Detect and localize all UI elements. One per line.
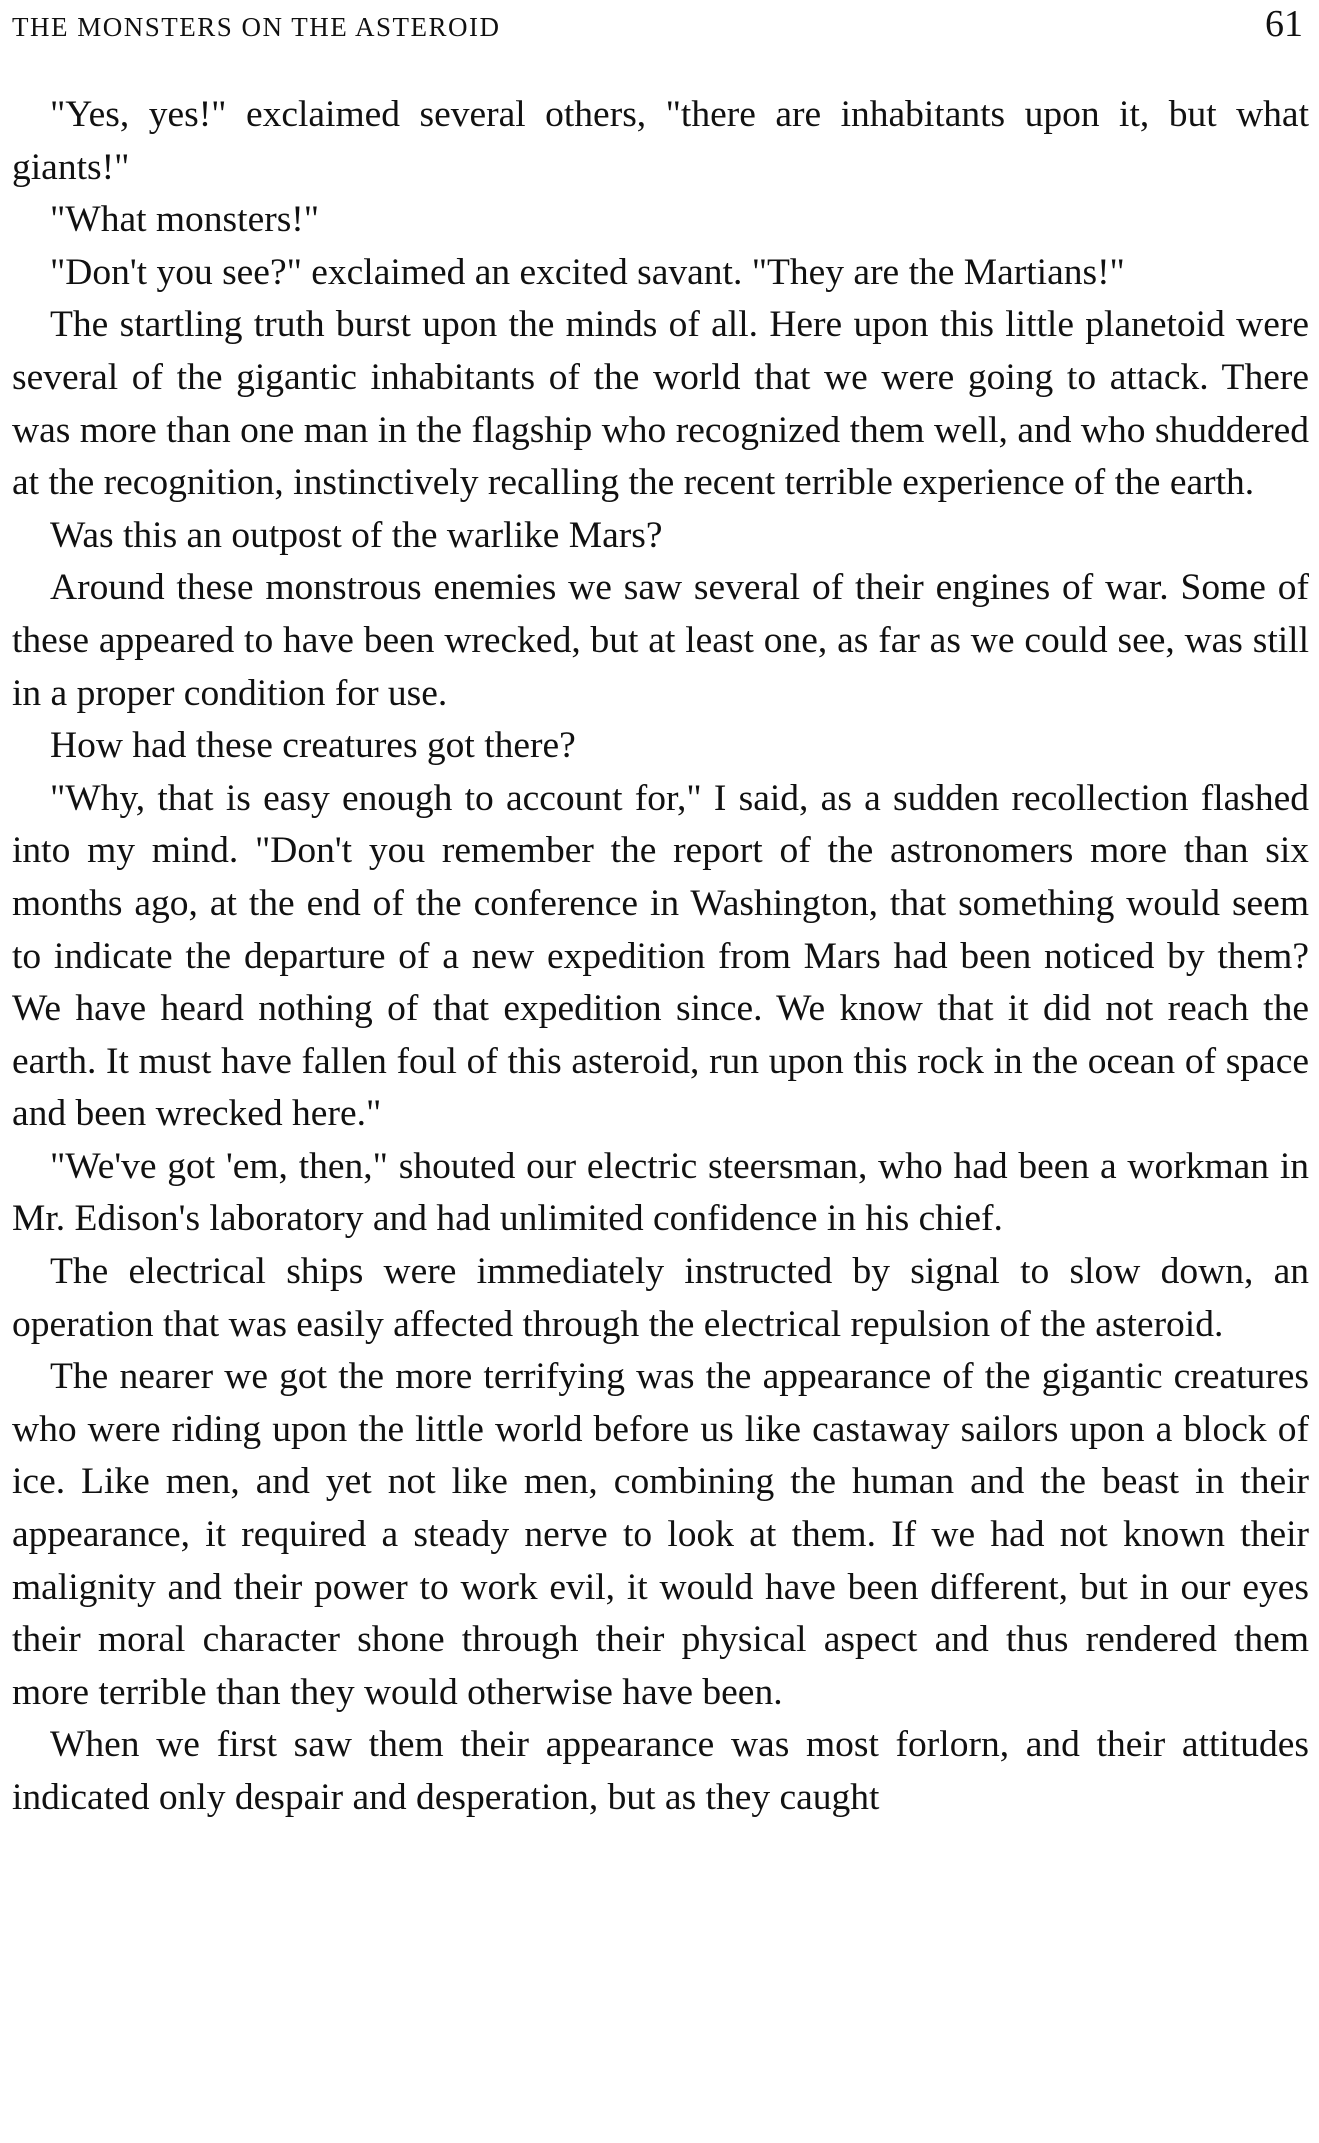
page-number: 61 [1265,3,1303,45]
paragraph: Was this an outpost of the warlike Mars? [50,514,663,556]
paragraph: "Why, that is easy enough to account for," I said, as a sudden recollection flashed into my mind. "Don't you remember the report of the astronomers more than six months ago, at the end of the conference in Washington, that something would seem to indicate the departure of a new expedition from Mars had been noticed by them? We have heard nothing of that expedition since. We know that it did not reach the earth. It must have fallen foul of this asteroid, run upon this rock in the ocean of space and been wrecked here." [12,777,1309,1135]
paragraph: How had these creatures got there? [50,725,576,767]
paragraph: Around these monstrous enemies we saw several of their engines of war. Some of these appeared to have been wrecked, but at least one, as far as we could see, was still in a proper condition for use. [12,567,1309,714]
running-head [12,0,1309,52]
paragraph: When we first saw them their appearance was most forlorn, and their attitudes indicated only despair and desperation, but as they caught [12,1724,1309,1818]
paragraph: "Don't you see?" exclaimed an excited savant. "They are the Martians!" [50,251,1125,293]
paragraph: The nearer we got the more terrifying was the appearance of the gigantic creatures who were riding upon the little world before us like castaway sailors upon a block of ice. Like men, and yet not like men, combining the human and the beast in their appearance, it required a steady nerve to look at them. If we had not known their malignity and their power to work evil, it would have been different, but in our eyes their moral character shone through their physical aspect and thus rendered them more terrible than they would otherwise have been. [12,1356,1309,1713]
paragraph: "We've got 'em, then," shouted our electric steersman, who had been a workman in Mr. Edison's laboratory and had unlimited confidence in his chief. [12,1145,1309,1240]
running-title: THE MONSTERS ON THE ASTEROID [12,12,501,42]
body-text [12,89,1309,1825]
paragraph: The startling truth burst upon the minds of all. Here upon this little planetoid were several of the gigantic inhabitants of the world that we were going to attack. There was more than one man in the flagship who recognized them well, and who shuddered at the recognition, instinctively recalling the recent terrible experience of the earth. [12,304,1309,504]
paragraph: The electrical ships were immediately instructed by signal to slow down, an operation that was easily affected through the electrical repulsion of the asteroid. [12,1251,1309,1345]
paragraph: "Yes, yes!" exclaimed several others, "there are inhabitants upon it, but what giants!" [12,94,1309,188]
paragraph: "What monsters!" [50,199,320,241]
